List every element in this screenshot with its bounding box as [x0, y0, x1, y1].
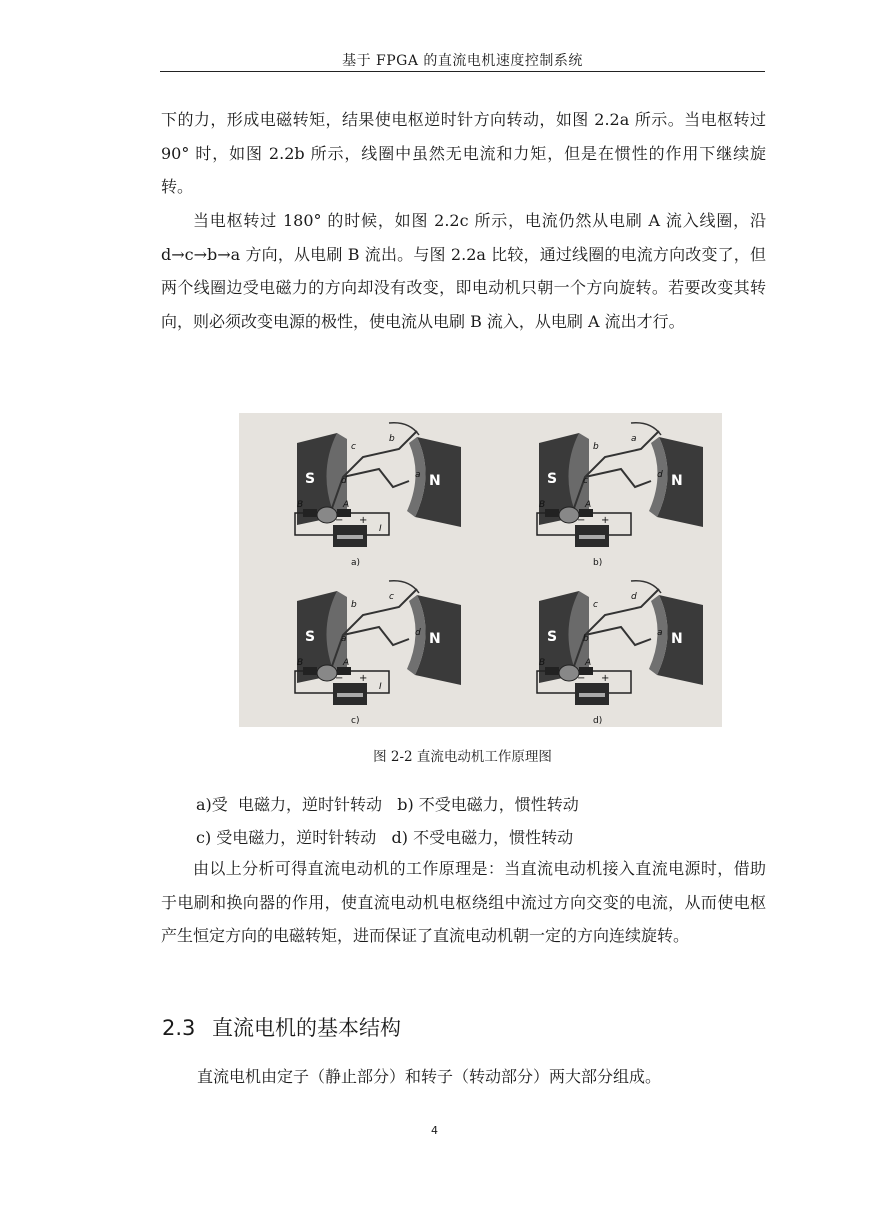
coil-side-label: d — [631, 592, 637, 602]
panel-label: a) — [351, 558, 361, 568]
battery-minus: − — [577, 515, 586, 526]
battery-label-strip — [579, 693, 605, 697]
battery-plus: + — [359, 673, 368, 684]
commutator — [317, 665, 337, 681]
magnet-n-label: N — [671, 631, 683, 647]
brush-b — [545, 509, 559, 517]
coil-side-label: b — [389, 434, 395, 444]
figure-drawing — [239, 413, 722, 727]
coil-side-label: a — [631, 434, 637, 444]
panel-label: b) — [593, 558, 603, 568]
figure-caption: 图 2-2 直流电动机工作原理图 — [373, 749, 552, 765]
panel-label: d) — [593, 716, 603, 726]
coil-side-label: a — [657, 628, 663, 638]
coil-side-label: c — [351, 442, 356, 452]
coil-side-label: c — [583, 476, 588, 486]
coil-side-label: c — [389, 592, 394, 602]
battery-minus: − — [335, 515, 344, 526]
current-label: I — [379, 682, 382, 692]
running-header: 基于 FPGA 的直流电机速度控制系统 — [342, 53, 583, 69]
coil-side-label: b — [583, 634, 589, 644]
battery-plus: + — [601, 673, 610, 684]
brush-a-label: A — [585, 658, 592, 668]
legend-line-cd: c) 受电磁力，逆时针转动 d) 不受电磁力，惯性转动 — [196, 828, 574, 847]
battery-label-strip — [337, 693, 363, 697]
paragraph-basic-structure: 直流电机由定子（静止部分）和转子（转动部分）两大部分组成。 — [197, 1067, 662, 1086]
paragraph-rotation-180: 当电枢转过 180° 的时候，如图 2.2c 所示，电流仍然从电刷 A 流入线圈，沿 d→c→b→a 方向，从电刷 B 流出。与图 2.2a 比较，通过线圈的电流方向改变了，但两个线圈边受电磁力的方向却没有改变，即电动机只朝一个方向旋转。若要改变其转向，则必须改变电源的极性，使电流从电刷 B 流入，从电刷 A 流出才行。 — [161, 211, 766, 331]
brush-b-label: B — [539, 658, 546, 668]
dc-motor-principle-figure — [239, 413, 722, 727]
brush-b — [303, 509, 317, 517]
brush-b-label: B — [297, 658, 304, 668]
battery-label-strip — [579, 535, 605, 539]
brush-b — [303, 667, 317, 675]
page-number: 4 — [431, 1124, 438, 1137]
commutator — [559, 665, 579, 681]
battery-plus: + — [601, 515, 610, 526]
magnet-s-label: S — [305, 629, 316, 645]
coil-side-label: d — [657, 470, 663, 480]
brush-a-label: A — [585, 500, 592, 510]
commutator — [317, 507, 337, 523]
panel-label: c) — [351, 716, 360, 726]
brush-a-label: A — [343, 500, 350, 510]
coil-side-label: b — [593, 442, 599, 452]
brush-a-label: A — [343, 658, 350, 668]
magnet-s-label: S — [547, 629, 558, 645]
magnet-n-label: N — [429, 631, 441, 647]
legend-line-ab: a)受 电磁力，逆时针转动 b) 不受电磁力，惯性转动 — [196, 795, 579, 814]
magnet-s-label: S — [305, 471, 316, 487]
coil-side-label: c — [593, 600, 598, 610]
battery-plus: + — [359, 515, 368, 526]
paragraph-rotation-90: 下的力，形成电磁转矩，结果使电枢逆时针方向转动，如图 2.2a 所示。当电枢转过 90° 时，如图 2.2b 所示，线圈中虽然无电流和力矩，但是在惯性的作用下继续旋转。 — [161, 110, 766, 196]
section-heading — [162, 1012, 401, 1042]
coil-side-label: d — [341, 476, 347, 486]
coil-side-label: a — [415, 470, 421, 480]
coil-side-label: a — [341, 634, 347, 644]
section-title: 直流电机的基本结构 — [212, 1016, 401, 1040]
brush-b-label: B — [539, 500, 546, 510]
battery-minus: − — [335, 673, 344, 684]
coil-side-label: d — [415, 628, 421, 638]
section-number: 2.3 — [162, 1016, 196, 1040]
brush-b — [545, 667, 559, 675]
current-label: I — [379, 524, 382, 534]
commutator — [559, 507, 579, 523]
paragraph-working-principle: 由以上分析可得直流电动机的工作原理是：当直流电动机接入直流电源时，借助于电刷和换向器的作用，使直流电动机电枢绕组中流过方向交变的电流，从而使电枢产生恒定方向的电磁转矩，进而保证了直流电动机朝一定的方向连续旋转。 — [161, 859, 766, 945]
battery-label-strip — [337, 535, 363, 539]
header-divider — [160, 71, 765, 72]
coil-side-label: b — [351, 600, 357, 610]
magnet-n-label: N — [429, 473, 441, 489]
brush-b-label: B — [297, 500, 304, 510]
battery-minus: − — [577, 673, 586, 684]
magnet-s-label: S — [547, 471, 558, 487]
magnet-n-label: N — [671, 473, 683, 489]
